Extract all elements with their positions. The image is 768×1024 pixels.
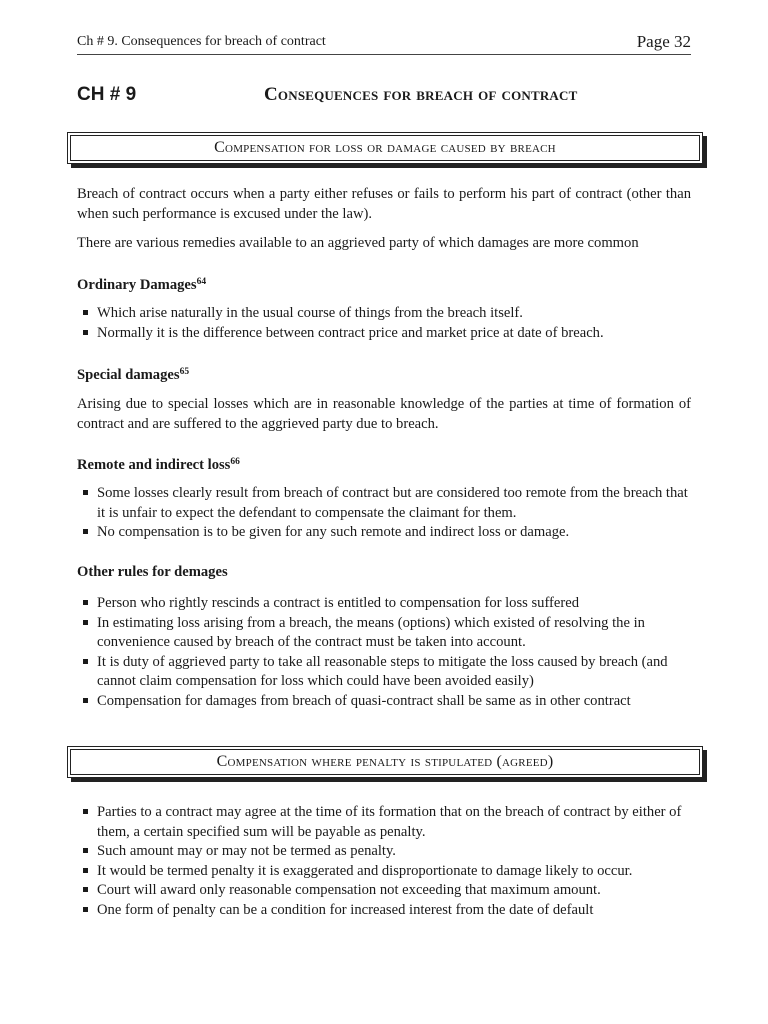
- bullet-icon: [83, 490, 88, 495]
- chapter-title: Consequences for breach of contract: [264, 84, 578, 105]
- list-item: [77, 803, 691, 842]
- subsection-heading: Other rules for demages: [77, 564, 228, 580]
- ordinary-damages-heading-block: [77, 273, 691, 296]
- list-item-text: Person who rightly rescinds a contract is entitled to compensation for loss suffered: [97, 595, 580, 611]
- list-item: [77, 484, 691, 523]
- other-rules-heading-block: [77, 563, 691, 583]
- penalty-list-block: [77, 803, 691, 920]
- list-item-text: In estimating loss arising from a breach, the means (options) which existed of resolving the in convenience caused by breach of the contract must be taken into account.: [97, 614, 645, 650]
- list-item: [77, 881, 691, 901]
- list-item-text: Compensation for damages from breach of quasi-contract shall be same as in other contract: [97, 692, 631, 709]
- bullet-icon: [83, 698, 88, 703]
- bullet-icon: [83, 848, 88, 853]
- running-header: [77, 32, 691, 55]
- chapter-number: CH # 9: [77, 84, 137, 105]
- bullet-icon: [83, 809, 88, 814]
- list-item-text: Some losses clearly result from breach of contract but are considered too remote from the breach that it is unfair to expect the defendant to compensate the claimant for them.: [97, 485, 688, 521]
- heading-text: Ordinary Damages: [77, 277, 197, 293]
- list-item: [77, 692, 691, 712]
- other-rules-list-block: [77, 594, 691, 711]
- heading-text: Special damages: [77, 367, 180, 383]
- bullet-list: [77, 594, 691, 711]
- special-damages-heading-block: [77, 363, 691, 386]
- bullet-icon: [83, 868, 88, 873]
- remote-loss-list-block: [77, 484, 691, 543]
- bullet-list: [77, 304, 691, 343]
- list-item: [77, 324, 691, 344]
- ordinary-damages-list-block: [77, 304, 691, 343]
- intro-paragraph-2-block: [77, 234, 691, 254]
- list-item-text: No compensation is to be given for any such remote and indirect loss or damage.: [97, 524, 570, 540]
- paragraph: Arising due to special losses which are in reasonable knowledge of the parties at time of formation of contract and are suffered to the aggrieved party due to breach.: [77, 396, 691, 432]
- list-item: [77, 614, 691, 653]
- bullet-list: [77, 803, 691, 920]
- subsection-heading: [77, 363, 691, 386]
- page-number: Page 32: [636, 32, 691, 51]
- footnote-ref: 66: [230, 457, 240, 467]
- special-damages-paragraph-block: [77, 395, 691, 434]
- list-item-text: Normally it is the difference between contract price and market price at date of breach.: [97, 324, 604, 341]
- footnote-ref: 64: [196, 277, 207, 287]
- bullet-icon: [83, 887, 88, 892]
- list-item-text: It is duty of aggrieved party to take all reasonable steps to mitigate the loss caused by breach (and cannot claim compensation for loss which could have been avoided easily): [97, 653, 668, 689]
- list-item-text: One form of penalty can be a condition for increased interest from the date of default: [97, 901, 594, 918]
- list-item: [77, 304, 691, 324]
- footnote-ref: 65: [179, 367, 190, 377]
- bullet-icon: [83, 659, 88, 664]
- bullet-list: [77, 484, 691, 543]
- intro-paragraph: Breach of contract occurs when a party either refuses or fails to perform his part of contract (other than when such performance is excused under the law).: [77, 186, 691, 222]
- list-item-text: Parties to a contract may agree at the time of its formation that on the breach of contract by either of them, a certain specified sum will be payable as penalty.: [97, 804, 682, 840]
- bullet-icon: [83, 330, 88, 335]
- section-title-box: [67, 132, 703, 164]
- intro-paragraph-block: [77, 185, 691, 224]
- bullet-icon: [83, 620, 88, 625]
- list-item-text: Such amount may or may not be termed as penalty.: [97, 843, 396, 859]
- list-item-text: It would be termed penalty it is exaggerated and disproportionate to damage likely to occur.: [97, 862, 633, 879]
- list-item-text: Which arise naturally in the usual course of things from the breach itself.: [97, 305, 523, 321]
- list-item: [77, 523, 691, 543]
- list-item: [77, 842, 691, 862]
- bullet-icon: [83, 310, 88, 315]
- bullet-icon: [83, 907, 88, 912]
- bullet-icon: [83, 529, 88, 534]
- section-title: Compensation where penalty is stipulated (agreed): [216, 753, 554, 770]
- list-item: [77, 594, 691, 614]
- intro-paragraph-2: There are various remedies available to an aggrieved party of which damages are more common: [77, 235, 639, 251]
- subsection-heading: [77, 453, 691, 476]
- section-title: Compensation for loss or damage caused by breach: [214, 139, 556, 156]
- list-item: [77, 901, 691, 921]
- bullet-icon: [83, 600, 88, 605]
- list-item: [77, 862, 691, 882]
- list-item: [77, 653, 691, 692]
- chapter-heading: [77, 84, 691, 112]
- header-chapter-title: Ch # 9. Consequences for breach of contract: [77, 34, 326, 49]
- list-item-text: Court will award only reasonable compensation not exceeding that maximum amount.: [97, 882, 601, 898]
- section-title-box: [67, 746, 703, 778]
- remote-loss-heading-block: [77, 453, 691, 476]
- subsection-heading: [77, 273, 691, 296]
- heading-text: Remote and indirect loss: [77, 457, 231, 473]
